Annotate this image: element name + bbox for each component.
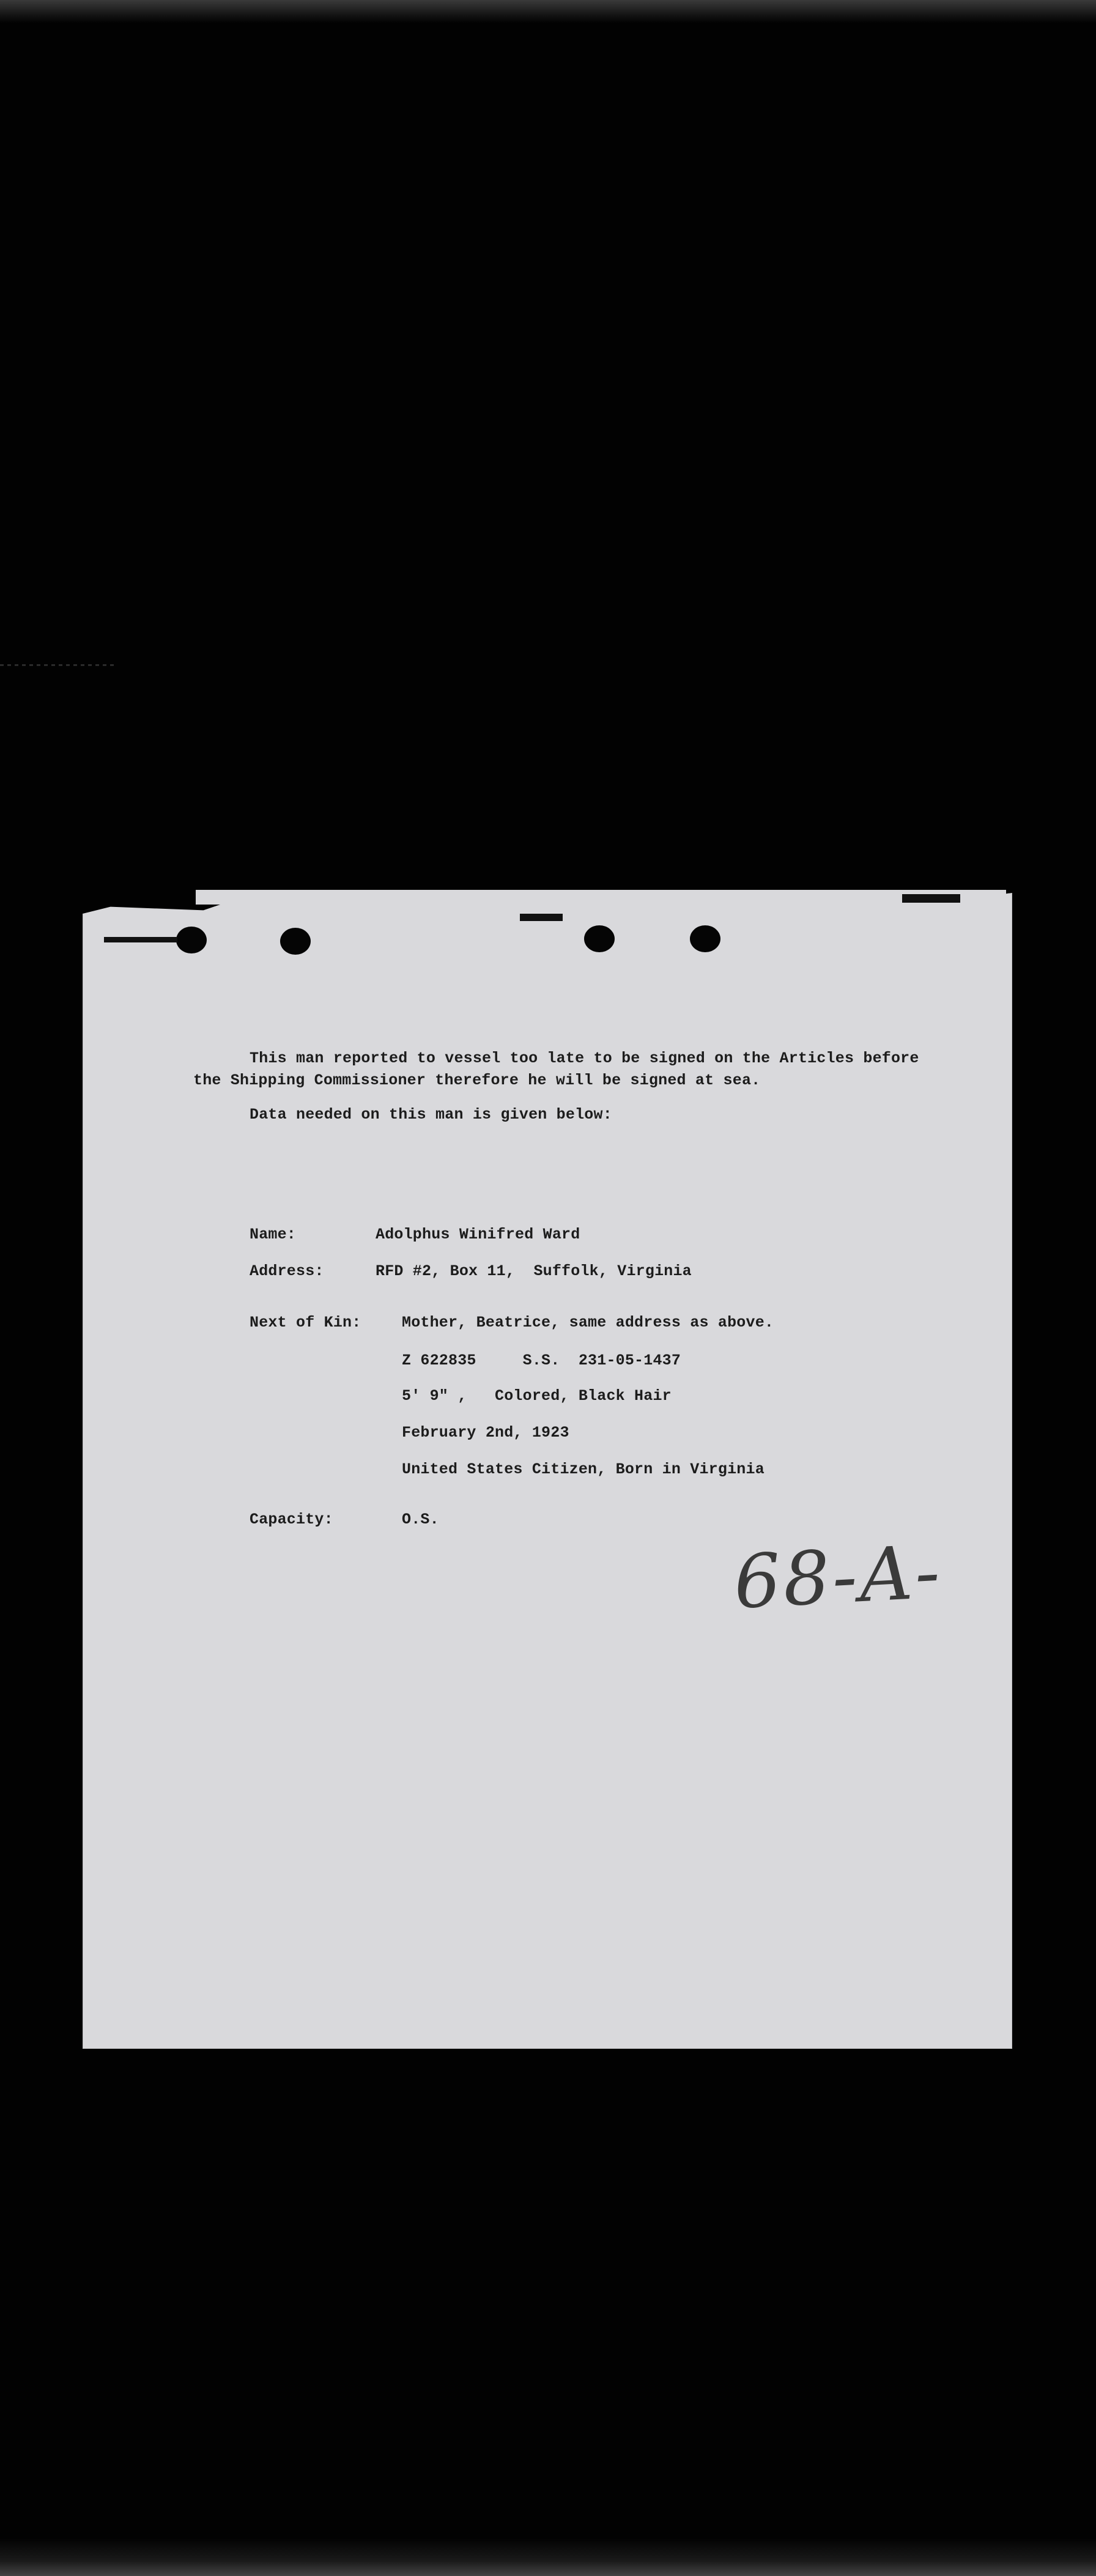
film-top-edge: [0, 0, 1096, 23]
punch-hole-3: [584, 925, 615, 952]
name-value: Adolphus Winifred Ward: [376, 1226, 580, 1243]
film-scratch: [0, 664, 116, 666]
handwritten-reference: 68-A-: [731, 1530, 944, 1626]
capacity-value: O.S.: [402, 1511, 439, 1528]
address-label: Address:: [250, 1262, 324, 1280]
capacity-label: Capacity:: [250, 1511, 333, 1528]
citizenship: United States Citizen, Born in Virginia: [402, 1460, 765, 1478]
address-value: RFD #2, Box 11, Suffolk, Virginia: [376, 1262, 692, 1280]
punch-hole-1: [176, 927, 207, 953]
punch-hole-4: [690, 925, 720, 952]
id-numbers: Z 622835 S.S. 231-05-1437: [402, 1352, 681, 1369]
next-of-kin-value: Mother, Beatrice, same address as above.: [402, 1314, 774, 1331]
document-top-strip: [196, 890, 1006, 905]
film-bottom-edge: [0, 2538, 1096, 2576]
top-edge-mark: [520, 914, 563, 921]
birth-date: February 2nd, 1923: [402, 1424, 569, 1442]
intro-line-1: This man reported to vessel too late to be signed on the Articles before: [250, 1049, 919, 1067]
intro-line-2: the Shipping Commissioner therefore he will be signed at sea.: [193, 1071, 761, 1089]
top-right-mark: [902, 894, 960, 903]
physical-description: 5' 9" , Colored, Black Hair: [402, 1387, 672, 1405]
top-left-mark: [104, 937, 177, 942]
next-of-kin-label: Next of Kin:: [250, 1314, 361, 1331]
intro-line-3: Data needed on this man is given below:: [250, 1106, 612, 1123]
punch-hole-2: [280, 928, 311, 955]
name-label: Name:: [250, 1226, 297, 1243]
